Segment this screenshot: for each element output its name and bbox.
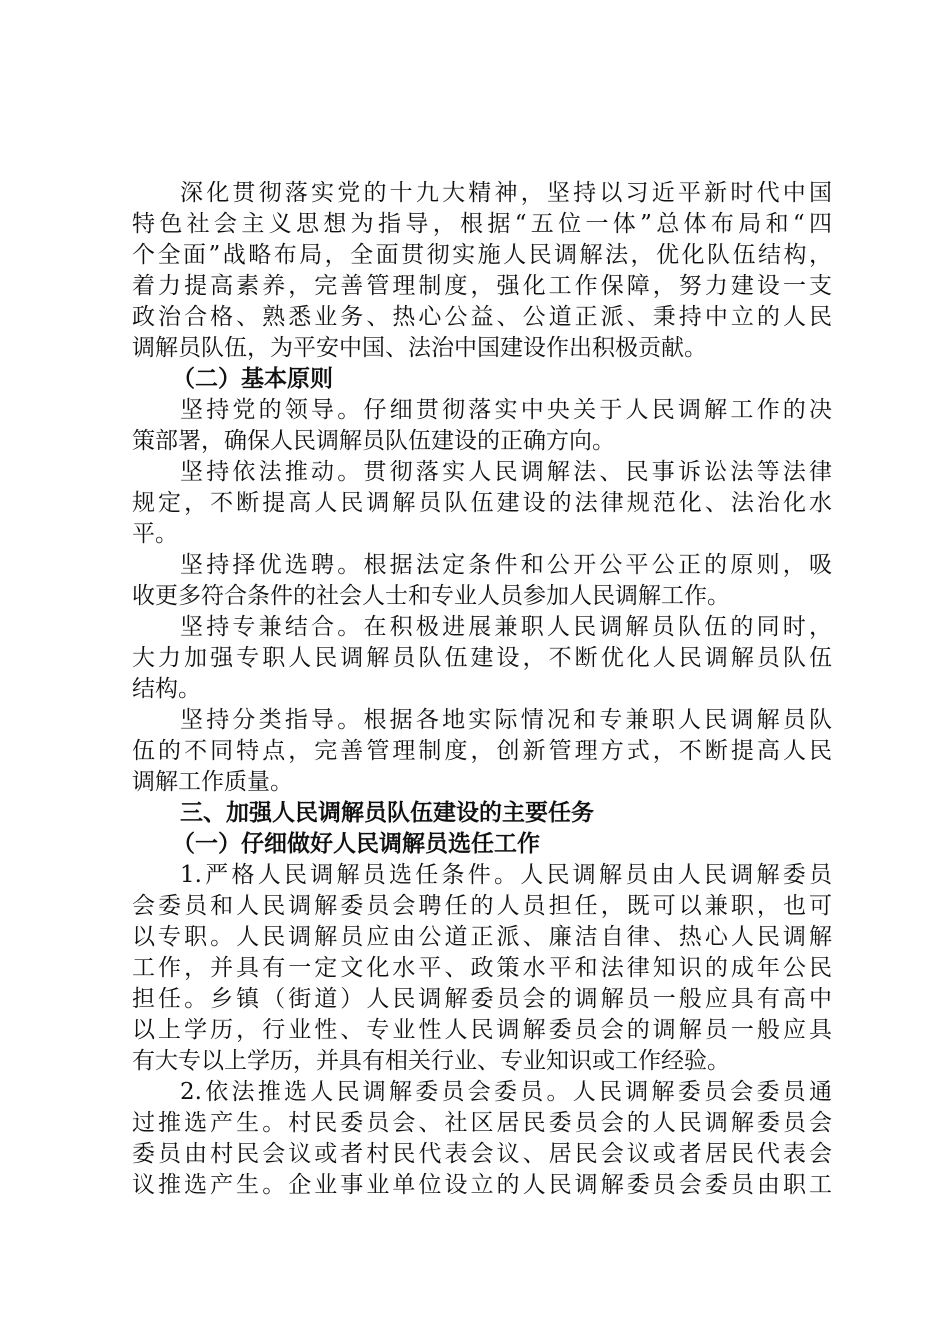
text-line: 以上学历，行业性、专业性人民调解委员会的调解员一般应具 xyxy=(132,1017,832,1043)
text-line: 结构。 xyxy=(132,676,201,702)
text-line: 1.严格人民调解员选任条件。人民调解员由人民调解委员 xyxy=(180,862,832,888)
paragraph-committee-election xyxy=(132,1077,832,1201)
text-line: 2.依法推选人民调解委员会委员。人民调解委员会委员通 xyxy=(180,1079,832,1105)
text-line: 有大专以上学历，并具有相关行业、专业知识或工作经验。 xyxy=(132,1048,730,1074)
text-line: 平。 xyxy=(132,521,178,547)
text-line: 会委员和人民调解委员会聘任的人员担任，既可以兼职，也可 xyxy=(132,893,832,919)
text-line: 工作，并具有一定文化水平、政策水平和法律知识的成年公民 xyxy=(132,955,832,981)
text-line: 收更多符合条件的社会人士和专业人员参加人民调解工作。 xyxy=(132,583,730,609)
text-line: 坚持依法推动。贯彻落实人民调解法、民事诉讼法等法律 xyxy=(180,459,832,485)
text-line: 政治合格、熟悉业务、热心公益、公道正派、秉持中立的人民 xyxy=(132,304,832,330)
section-heading-main-tasks: 三、加强人民调解员队伍建设的主要任务 xyxy=(180,800,594,826)
text-line: 委员由村民会议或者村民代表会议、居民会议或者居民代表会 xyxy=(132,1141,832,1167)
paragraph-merit-selection xyxy=(132,550,832,612)
text-line: 坚持党的领导。仔细贯彻落实中央关于人民调解工作的决 xyxy=(180,397,832,423)
paragraph-rule-of-law xyxy=(132,457,832,550)
text-line: 深化贯彻落实党的十九大精神，坚持以习近平新时代中国 xyxy=(180,180,832,206)
text-line: 调解工作质量。 xyxy=(132,769,293,795)
paragraph-classified-guidance xyxy=(132,705,832,798)
document-page xyxy=(132,178,832,1201)
text-line: 坚持专兼结合。在积极进展兼职人民调解员队伍的同时， xyxy=(180,614,832,640)
text-line: 着力提高素养，完善管理制度，强化工作保障，努力建设一支 xyxy=(132,273,832,299)
text-line: 策部署，确保人民调解员队伍建设的正确方向。 xyxy=(132,428,615,454)
section-heading-selection-work: （一）仔细做好人民调解员选任工作 xyxy=(172,831,540,857)
text-line: 个全面”战略布局，全面贯彻实施人民调解法，优化队伍结构， xyxy=(132,242,832,268)
text-line: 议推选产生。企业事业单位设立的人民调解委员会委员由职工 xyxy=(132,1172,832,1198)
paragraph-selection-conditions xyxy=(132,860,832,1077)
text-line: 伍的不同特点，完善管理制度，创新管理方式，不断提高人民 xyxy=(132,738,832,764)
text-line: 调解员队伍，为平安中国、法治中国建设作出积极贡献。 xyxy=(132,335,707,361)
text-line: 坚持择优选聘。根据法定条件和公开公平公正的原则，吸 xyxy=(180,552,832,578)
section-heading-basic-principles: （二）基本原则 xyxy=(172,366,333,392)
text-line: 坚持分类指导。根据各地实际情况和专兼职人民调解员队 xyxy=(180,707,832,733)
text-line: 担任。乡镇（街道）人民调解委员会的调解员一般应具有高中 xyxy=(132,986,832,1012)
paragraph-party-leadership xyxy=(132,395,832,457)
text-line: 特色社会主义思想为指导，根据“五位一体”总体布局和“四 xyxy=(132,211,832,237)
text-line: 过推选产生。村民委员会、社区居民委员会的人民调解委员会 xyxy=(132,1110,832,1136)
paragraph-fulltime-parttime xyxy=(132,612,832,705)
text-line: 大力加强专职人民调解员队伍建设，不断优化人民调解员队伍 xyxy=(132,645,832,671)
paragraph-guiding-ideology xyxy=(132,178,832,364)
text-line: 以专职。人民调解员应由公道正派、廉洁自律、热心人民调解 xyxy=(132,924,832,950)
text-line: 规定，不断提高人民调解员队伍建设的法律规范化、法治化水 xyxy=(132,490,832,516)
